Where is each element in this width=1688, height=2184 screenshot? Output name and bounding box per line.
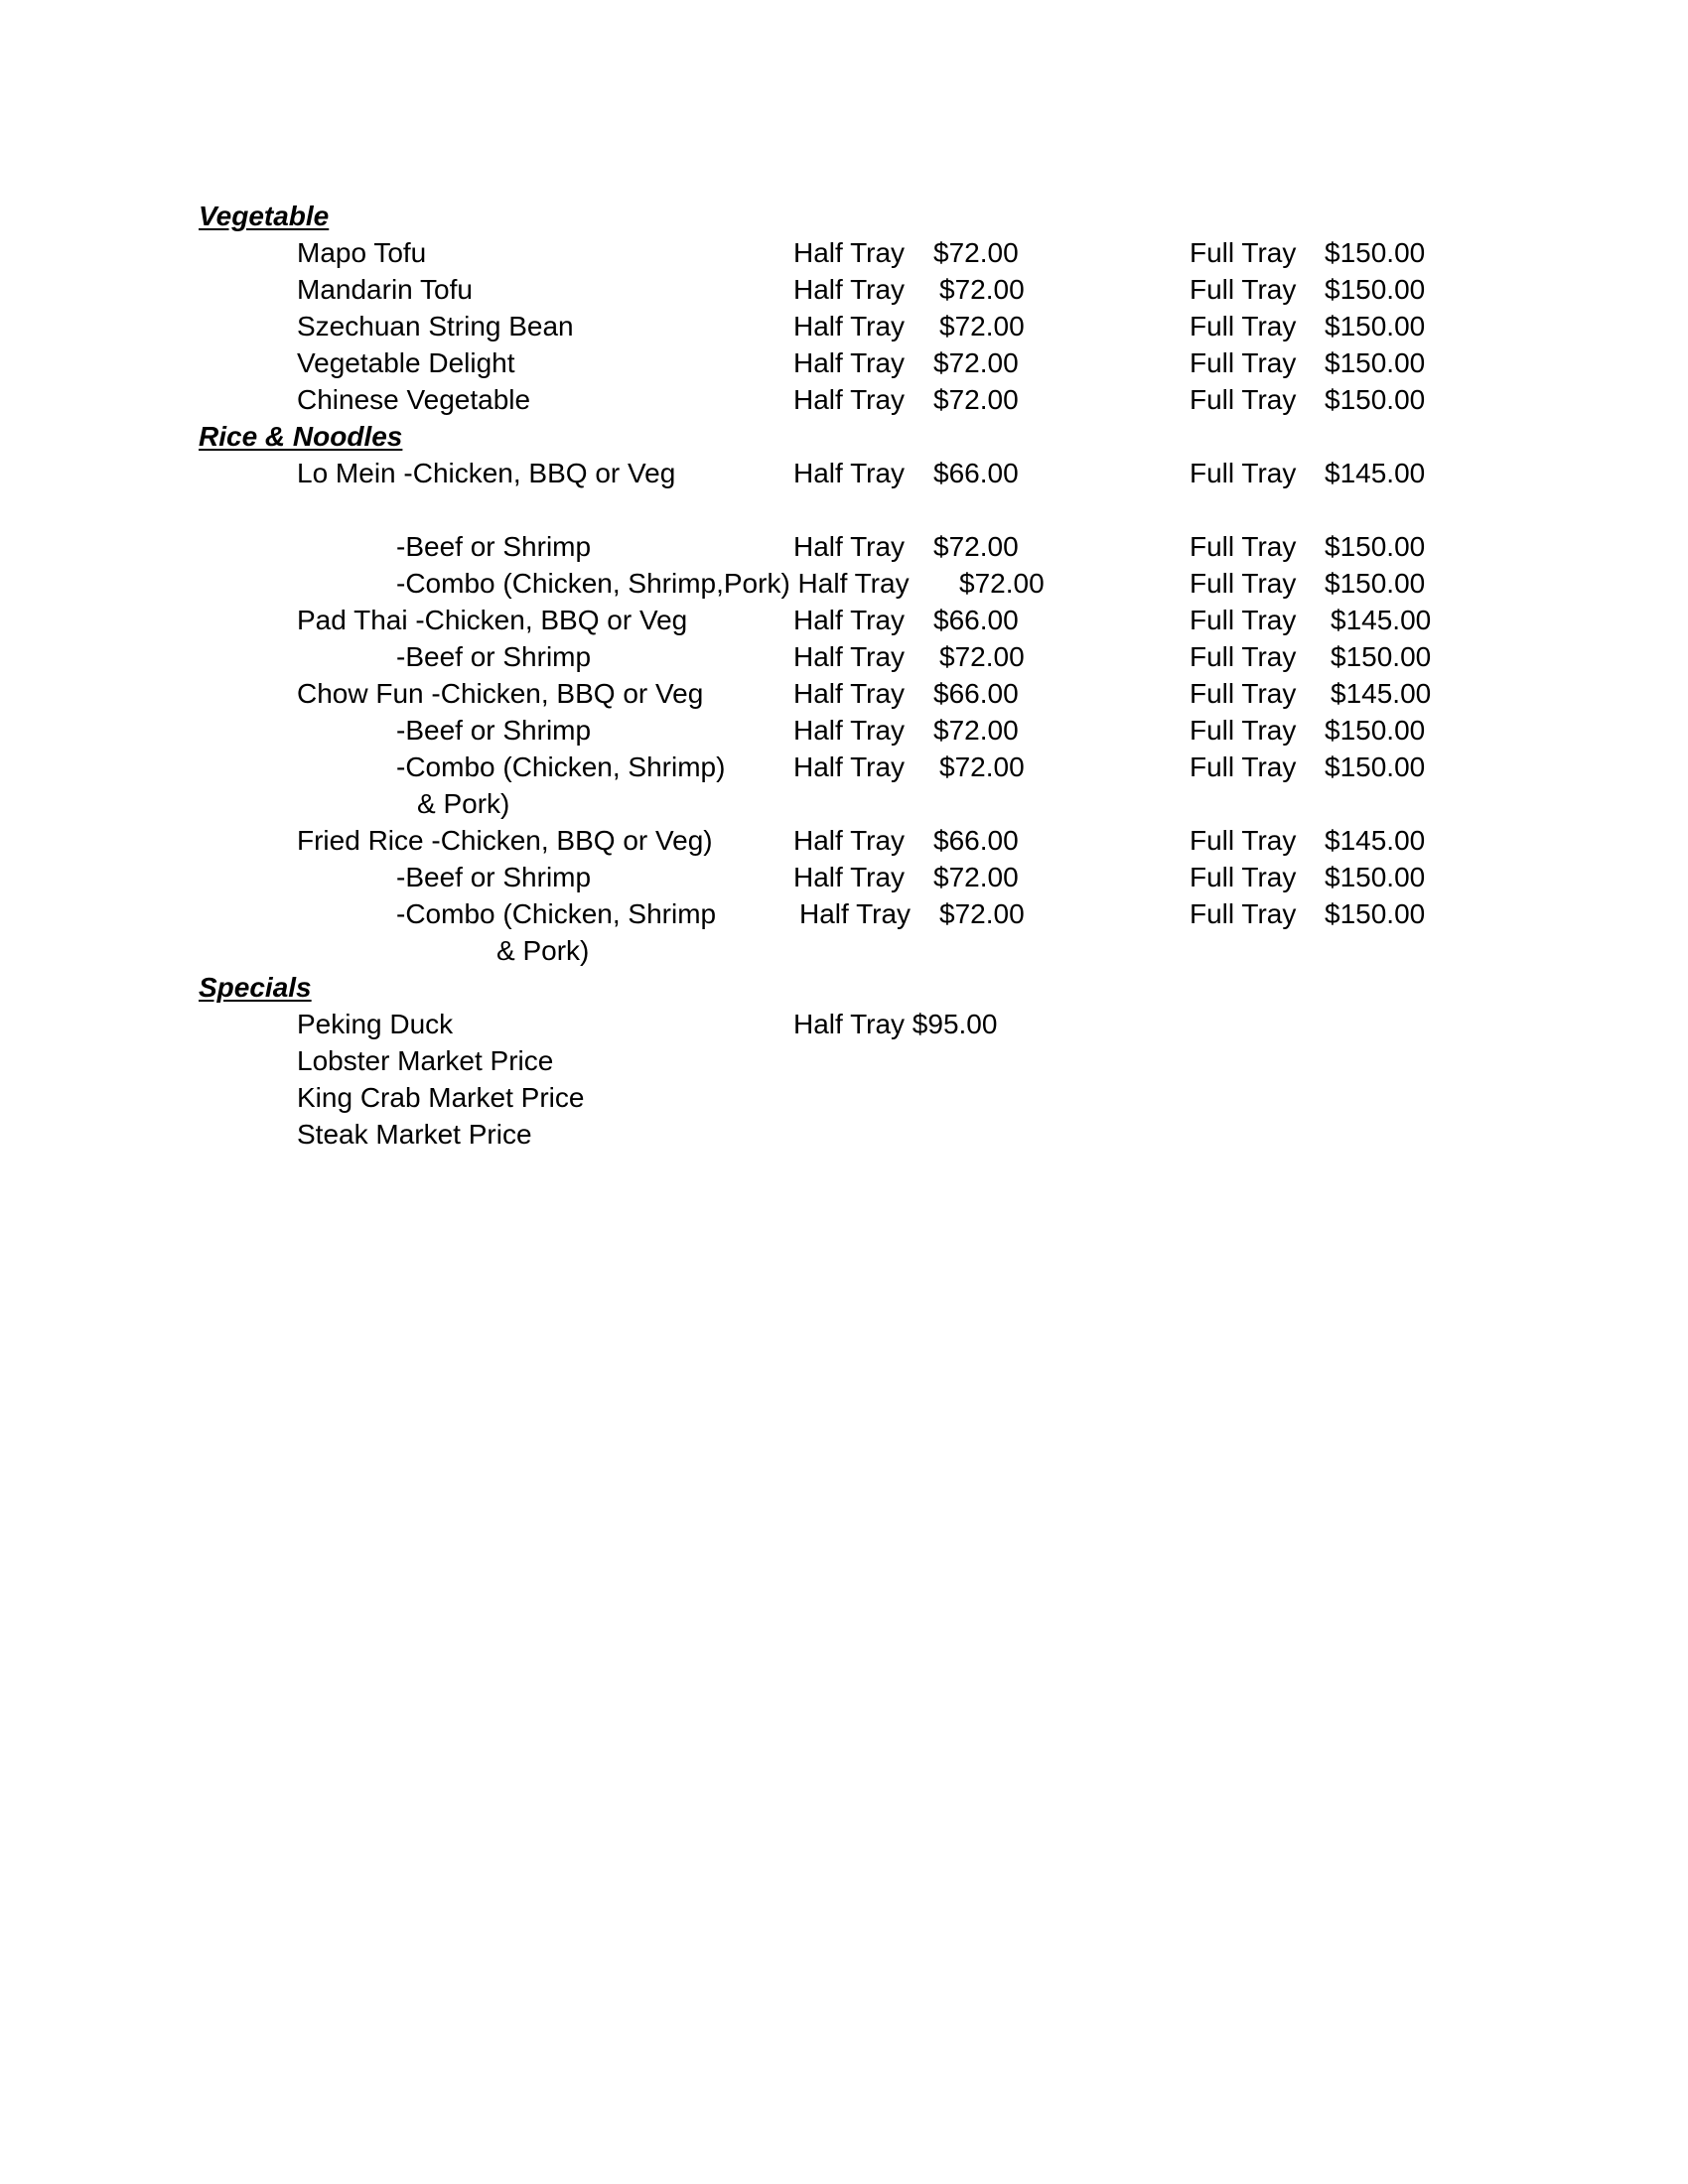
menu-item-row xyxy=(0,1116,1688,1153)
item-name: Lobster Market Price xyxy=(297,1045,554,1076)
full-tray-price: $150.00 xyxy=(1325,384,1426,415)
half-tray-label: Half Tray xyxy=(793,825,906,856)
full-tray-label: Full Tray xyxy=(1190,862,1297,892)
half-tray-label: Half Tray xyxy=(793,862,906,892)
menu-item-row xyxy=(0,1006,1688,1042)
section-heading-vegetable: Vegetable xyxy=(199,201,330,231)
menu-item-row xyxy=(0,749,1688,785)
half-tray-price: $72.00 xyxy=(939,641,1025,672)
menu-item-row xyxy=(0,859,1688,895)
full-tray-price: $150.00 xyxy=(1325,715,1426,746)
full-tray-price: $145.00 xyxy=(1331,678,1432,709)
menu-item-row xyxy=(0,565,1688,602)
full-tray-label: Full Tray xyxy=(1190,825,1297,856)
menu-item-row xyxy=(0,308,1688,344)
item-name: -Combo (Chicken, Shrimp,Pork) Half Tray xyxy=(396,568,910,599)
item-name: King Crab Market Price xyxy=(297,1082,585,1113)
full-tray-price: $145.00 xyxy=(1325,458,1426,488)
full-tray-label: Full Tray xyxy=(1190,347,1297,378)
menu-item-row xyxy=(0,455,1688,491)
full-tray-label: Full Tray xyxy=(1190,237,1297,268)
full-tray-price: $150.00 xyxy=(1325,568,1426,599)
half-tray-price: $72.00 xyxy=(933,237,1019,268)
menu-item-row xyxy=(0,602,1688,638)
full-tray-price: $150.00 xyxy=(1325,531,1426,562)
item-name: Peking Duck xyxy=(297,1009,454,1039)
section-heading-rice-noodles: Rice & Noodles xyxy=(199,421,403,452)
half-tray-price: $72.00 xyxy=(939,751,1025,782)
half-tray-label: Half Tray xyxy=(793,531,906,562)
full-tray-price: $145.00 xyxy=(1325,825,1426,856)
half-tray-price: $66.00 xyxy=(933,678,1019,709)
menu-item-row xyxy=(0,895,1688,932)
menu-item-row xyxy=(0,381,1688,418)
section-heading-specials: Specials xyxy=(199,972,312,1003)
full-tray-price: $150.00 xyxy=(1331,641,1432,672)
item-name-continuation: & Pork) xyxy=(417,788,510,819)
full-tray-label: Full Tray xyxy=(1190,531,1297,562)
item-name: Mandarin Tofu xyxy=(297,274,473,305)
item-name: Szechuan String Bean xyxy=(297,311,574,341)
half-tray-price: $72.00 xyxy=(939,274,1025,305)
full-tray-label: Full Tray xyxy=(1190,384,1297,415)
half-tray-label: Half Tray xyxy=(793,458,906,488)
half-tray-label: Half Tray xyxy=(793,715,906,746)
half-tray-label: Half Tray xyxy=(793,641,906,672)
half-tray-price: Half Tray $95.00 xyxy=(793,1009,998,1039)
item-name: Steak Market Price xyxy=(297,1119,532,1150)
item-name: Pad Thai -Chicken, BBQ or Veg xyxy=(297,605,688,635)
full-tray-label: Full Tray xyxy=(1190,751,1297,782)
half-tray-price: $66.00 xyxy=(933,605,1019,635)
half-tray-price: $72.00 xyxy=(939,898,1025,929)
full-tray-price: $150.00 xyxy=(1325,347,1426,378)
half-tray-label: Half Tray xyxy=(793,605,906,635)
item-name: -Beef or Shrimp xyxy=(396,862,592,892)
half-tray-price: $72.00 xyxy=(933,862,1019,892)
item-name: Fried Rice -Chicken, BBQ or Veg) xyxy=(297,825,713,856)
item-name: -Beef or Shrimp xyxy=(396,715,592,746)
menu-item-continuation xyxy=(0,785,1688,822)
half-tray-price: $72.00 xyxy=(939,311,1025,341)
half-tray-price: $72.00 xyxy=(933,347,1019,378)
half-tray-label: Half Tray xyxy=(793,311,906,341)
item-name: -Combo (Chicken, Shrimp xyxy=(396,898,717,929)
full-tray-label: Full Tray xyxy=(1190,641,1297,672)
full-tray-label: Full Tray xyxy=(1190,678,1297,709)
full-tray-label: Full Tray xyxy=(1190,898,1297,929)
half-tray-price: $72.00 xyxy=(933,715,1019,746)
full-tray-label: Full Tray xyxy=(1190,458,1297,488)
item-name: Chinese Vegetable xyxy=(297,384,531,415)
half-tray-label: Half Tray xyxy=(793,751,906,782)
half-tray-label: Half Tray xyxy=(793,678,906,709)
item-name: Lo Mein -Chicken, BBQ or Veg xyxy=(297,458,676,488)
menu-item-row xyxy=(0,712,1688,749)
full-tray-price: $150.00 xyxy=(1325,751,1426,782)
full-tray-price: $150.00 xyxy=(1325,311,1426,341)
item-name: Chow Fun -Chicken, BBQ or Veg xyxy=(297,678,704,709)
full-tray-label: Full Tray xyxy=(1190,715,1297,746)
item-name-continuation: & Pork) xyxy=(496,935,590,966)
full-tray-price: $145.00 xyxy=(1331,605,1432,635)
full-tray-label: Full Tray xyxy=(1190,311,1297,341)
menu-item-row xyxy=(0,1042,1688,1079)
half-tray-price: $72.00 xyxy=(959,568,1045,599)
menu-item-row xyxy=(0,234,1688,271)
menu-item-row xyxy=(0,638,1688,675)
item-name: -Combo (Chicken, Shrimp) xyxy=(396,751,726,782)
half-tray-price: $66.00 xyxy=(933,458,1019,488)
item-name: Mapo Tofu xyxy=(297,237,427,268)
full-tray-label: Full Tray xyxy=(1190,274,1297,305)
full-tray-price: $150.00 xyxy=(1325,274,1426,305)
half-tray-price: $72.00 xyxy=(933,531,1019,562)
full-tray-label: Full Tray xyxy=(1190,605,1297,635)
half-tray-price: $66.00 xyxy=(933,825,1019,856)
menu-item-row xyxy=(0,528,1688,565)
full-tray-price: $150.00 xyxy=(1325,237,1426,268)
menu-item-row xyxy=(0,1079,1688,1116)
full-tray-price: $150.00 xyxy=(1325,898,1426,929)
half-tray-label: Half Tray xyxy=(793,384,906,415)
menu-item-row xyxy=(0,344,1688,381)
item-name: -Beef or Shrimp xyxy=(396,641,592,672)
menu-item-row xyxy=(0,675,1688,712)
item-name: Vegetable Delight xyxy=(297,347,515,378)
half-tray-label: Half Tray xyxy=(799,898,912,929)
menu-item-row xyxy=(0,271,1688,308)
full-tray-label: Full Tray xyxy=(1190,568,1297,599)
half-tray-label: Half Tray xyxy=(793,237,906,268)
half-tray-price: $72.00 xyxy=(933,384,1019,415)
menu-item-row xyxy=(0,822,1688,859)
half-tray-label: Half Tray xyxy=(793,274,906,305)
item-name: -Beef or Shrimp xyxy=(396,531,592,562)
half-tray-label: Half Tray xyxy=(793,347,906,378)
menu-item-continuation xyxy=(0,932,1688,969)
full-tray-price: $150.00 xyxy=(1325,862,1426,892)
